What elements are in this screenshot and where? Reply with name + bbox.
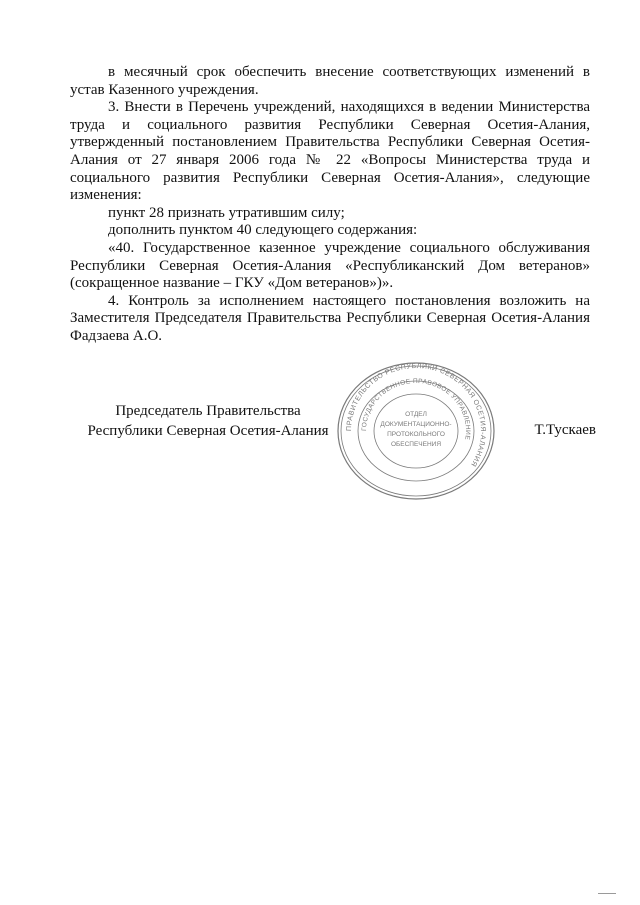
- seal-center-line4: ОБЕСПЕЧЕНИЯ: [390, 441, 442, 448]
- document-body: [70, 64, 590, 346]
- paragraph-continuation: в месячный срок обеспечить внесение соответствующих изменений в устав Казенного учреждения.: [70, 64, 590, 98]
- signatory-position: [68, 401, 348, 441]
- signatory-position-line1: Председатель Правительства: [115, 403, 301, 419]
- paragraph-item-28-repeal: пункт 28 признать утратившим силу;: [108, 204, 345, 221]
- paragraph-item-4: 4. Контроль за исполнением настоящего постановления возложить на Заместителя Председателя Правительства Республики Северная Осетия-Алания Фадзаева А.О.: [70, 292, 590, 344]
- page-edge-mark: [598, 893, 616, 894]
- seal-center-line1: ОТДЕЛ: [405, 411, 427, 418]
- seal-inner-text: ГОСУДАРСТВЕННОЕ ПРАВОВОЕ УПРАВЛЕНИЕ: [360, 377, 472, 441]
- official-seal: [333, 360, 499, 502]
- seal-outer-text: ПРАВИТЕЛЬСТВО РЕСПУБЛИКИ СЕВЕРНАЯ ОСЕТИЯ-АЛАНИЯ: [345, 362, 487, 468]
- seal-center-line3: ПРОТОКОЛЬНОГО: [387, 431, 445, 438]
- paragraph-item-40-text: «40. Государственное казенное учреждение социального обслуживания Республики Северная Осетия-Алания «Республиканский Дом ветеранов» (сокращенное название – ГКУ «Дом ветеранов»)».: [70, 239, 590, 292]
- paragraph-item-40-add: дополнить пунктом 40 следующего содержания:: [108, 222, 418, 239]
- paragraph-item-3: 3. Внести в Перечень учреждений, находящихся в ведении Министерства труда и социального развития Республики Северная Осетия-Алания, утвержденный постановлением Правительства Республики Северная Осетия-Алания от 27 января 2006 года № 22 «Вопросы Министерства труда и социального развития Республики Северная Осетия-Алания», следующие изменения:: [70, 99, 590, 204]
- signatory-name: Т.Тускаев: [534, 422, 596, 438]
- seal-center-line2: ДОКУМЕНТАЦИОННО-: [380, 421, 452, 428]
- signatory-position-line2: Республики Северная Осетия-Алания: [87, 423, 329, 439]
